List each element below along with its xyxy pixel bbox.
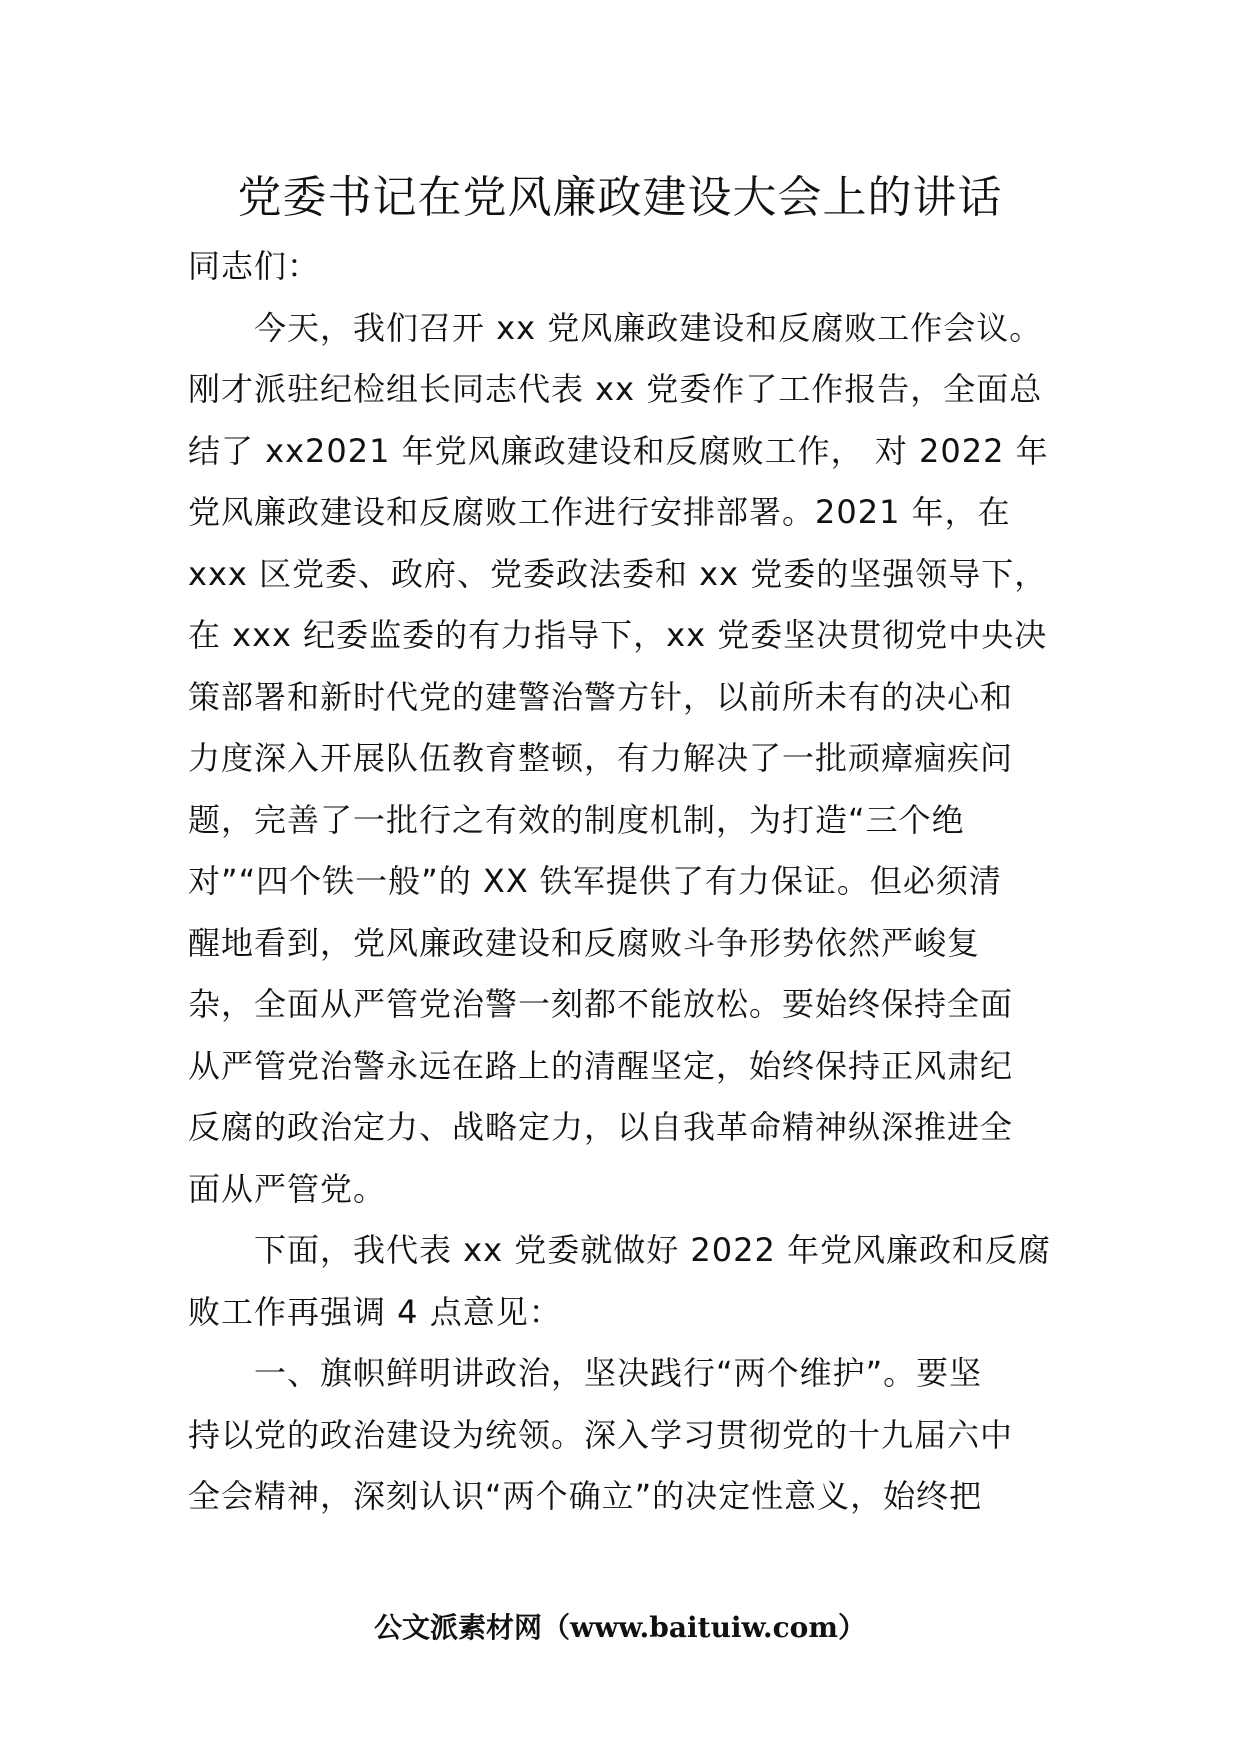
paragraph-line: 策部署和新时代党的建警治警方针，以前所未有的决心和 <box>188 677 1014 716</box>
footer-watermark: 公文派素材网（www.baituiw.com） <box>374 1611 866 1644</box>
paragraph-line: xxx 区党委、政府、党委政法委和 xx 党委的坚强领导下， <box>188 554 1048 593</box>
document-body <box>188 236 1058 1528</box>
paragraph-line: 结了 xx2021 年党风廉政建设和反腐败工作， 对 2022 年 <box>188 431 1049 470</box>
paragraph-line: 题，完善了一批行之有效的制度机制，为打造“三个绝 <box>188 800 965 839</box>
paragraph-line: 刚才派驻纪检组长同志代表 xx 党委作了工作报告，全面总 <box>188 370 1043 408</box>
paragraph-line: 持以党的政治建设为统领。深入学习贯彻党的十九届六中 <box>188 1415 1014 1454</box>
salutation-line: 同志们： <box>188 247 321 285</box>
paragraph-line: 败工作再强调 4 点意见： <box>188 1292 562 1331</box>
paragraph-line: 党风廉政建设和反腐败工作进行安排部署。2021 年，在 <box>188 493 1011 531</box>
section-heading-line: 一、旗帜鲜明讲政治，坚决践行“两个维护”。要坚 <box>254 1354 983 1392</box>
document-title: 党委书记在党风廉政建设大会上的讲话 <box>237 172 1003 223</box>
paragraph-line: 面从严管党。 <box>188 1169 387 1208</box>
paragraph-line: 反腐的政治定力、战略定力，以自我革命精神纵深推进全 <box>188 1108 1014 1146</box>
paragraph-line: 从严管党治警永远在路上的清醒坚定，始终保持正风肃纪 <box>188 1046 1014 1085</box>
paragraph-line: 力度深入开展队伍教育整顿，有力解决了一批顽瘴痼疾问 <box>188 739 1014 777</box>
paragraph-line: 杂，全面从严管党治警一刻都不能放松。要始终保持全面 <box>188 985 1014 1023</box>
paragraph-line: 醒地看到，党风廉政建设和反腐败斗争形势依然严峻复 <box>188 923 981 962</box>
paragraph-line: 今天，我们召开 xx 党风廉政建设和反腐败工作会议。 <box>254 308 1043 347</box>
paragraph-line: 全会精神，深刻认识“两个确立”的决定性意义，始终把 <box>188 1477 983 1515</box>
paragraph-line: 下面，我代表 xx 党委就做好 2022 年党风廉政和反腐 <box>254 1231 1052 1269</box>
paragraph-line: 对”“四个铁一般”的 XX 铁军提供了有力保证。但必须清 <box>188 862 1002 900</box>
paragraph-line: 在 xxx 纪委监委的有力指导下，xx 党委坚决贯彻党中央决 <box>188 616 1048 654</box>
